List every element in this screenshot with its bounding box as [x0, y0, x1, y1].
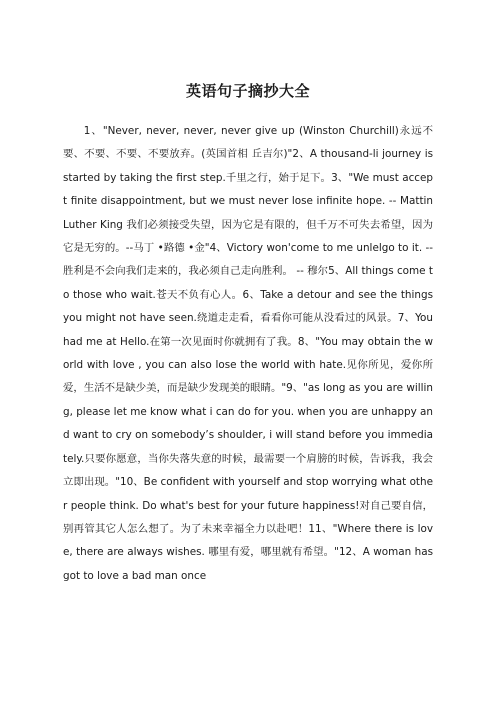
document-body — [63, 120, 433, 588]
body-paragraph: 1、"Never, never, never, never give up (Winston Churchill)永远不要、不要、不要、不要放弃。(英国首相 丘吉尔)"2、A thousand-li journey is started by taking the first step.千里之行，始于足下。3、"We must accept finite disappointment, but we must never lose infinite hope. -- Mattin Luther King 我们必须接受失望，因为它是有限的，但千万不可失去希望，因为它是无穷的。--马丁 •路德 •金"4、Victory won'come to me unlelgo to it. -- 胜利是不会向我们走来的，我必须自己走向胜利。 -- 穆尔5、All things come to those who wait.苍天不负有心人。6、Take a detour and see the things you might not have seen.绕道走走看，看看你可能从没看过的风景。7、You had me at Hello.在第一次见面时你就拥有了我。8、"You may obtain the world with love , you can also lose the world with hate.见你所见，爱你所爱，生活不是缺少美，而是缺少发现美的眼睛。"9、"as long as you are willing, please let me know what i can do for you. when you are unhappy and want to cry on somebody’s shoulder, i will stand before you immediately.只要你愿意，当你失落失意的时候，最需要一个肩膀的时候，告诉我，我会立即出现。"10、Be confident with yourself and stop worrying what other people think. Do what's best for your future happiness!对自己要自信，别再管其它人怎么想了。为了未来幸福全力以赴吧！11、"Where there is love, there are always wishes. 哪里有爱，哪里就有希望。"12、A woman has got to love a bad man once — [63, 125, 433, 582]
document-title: 英语句子摘抄大全 — [185, 82, 310, 100]
